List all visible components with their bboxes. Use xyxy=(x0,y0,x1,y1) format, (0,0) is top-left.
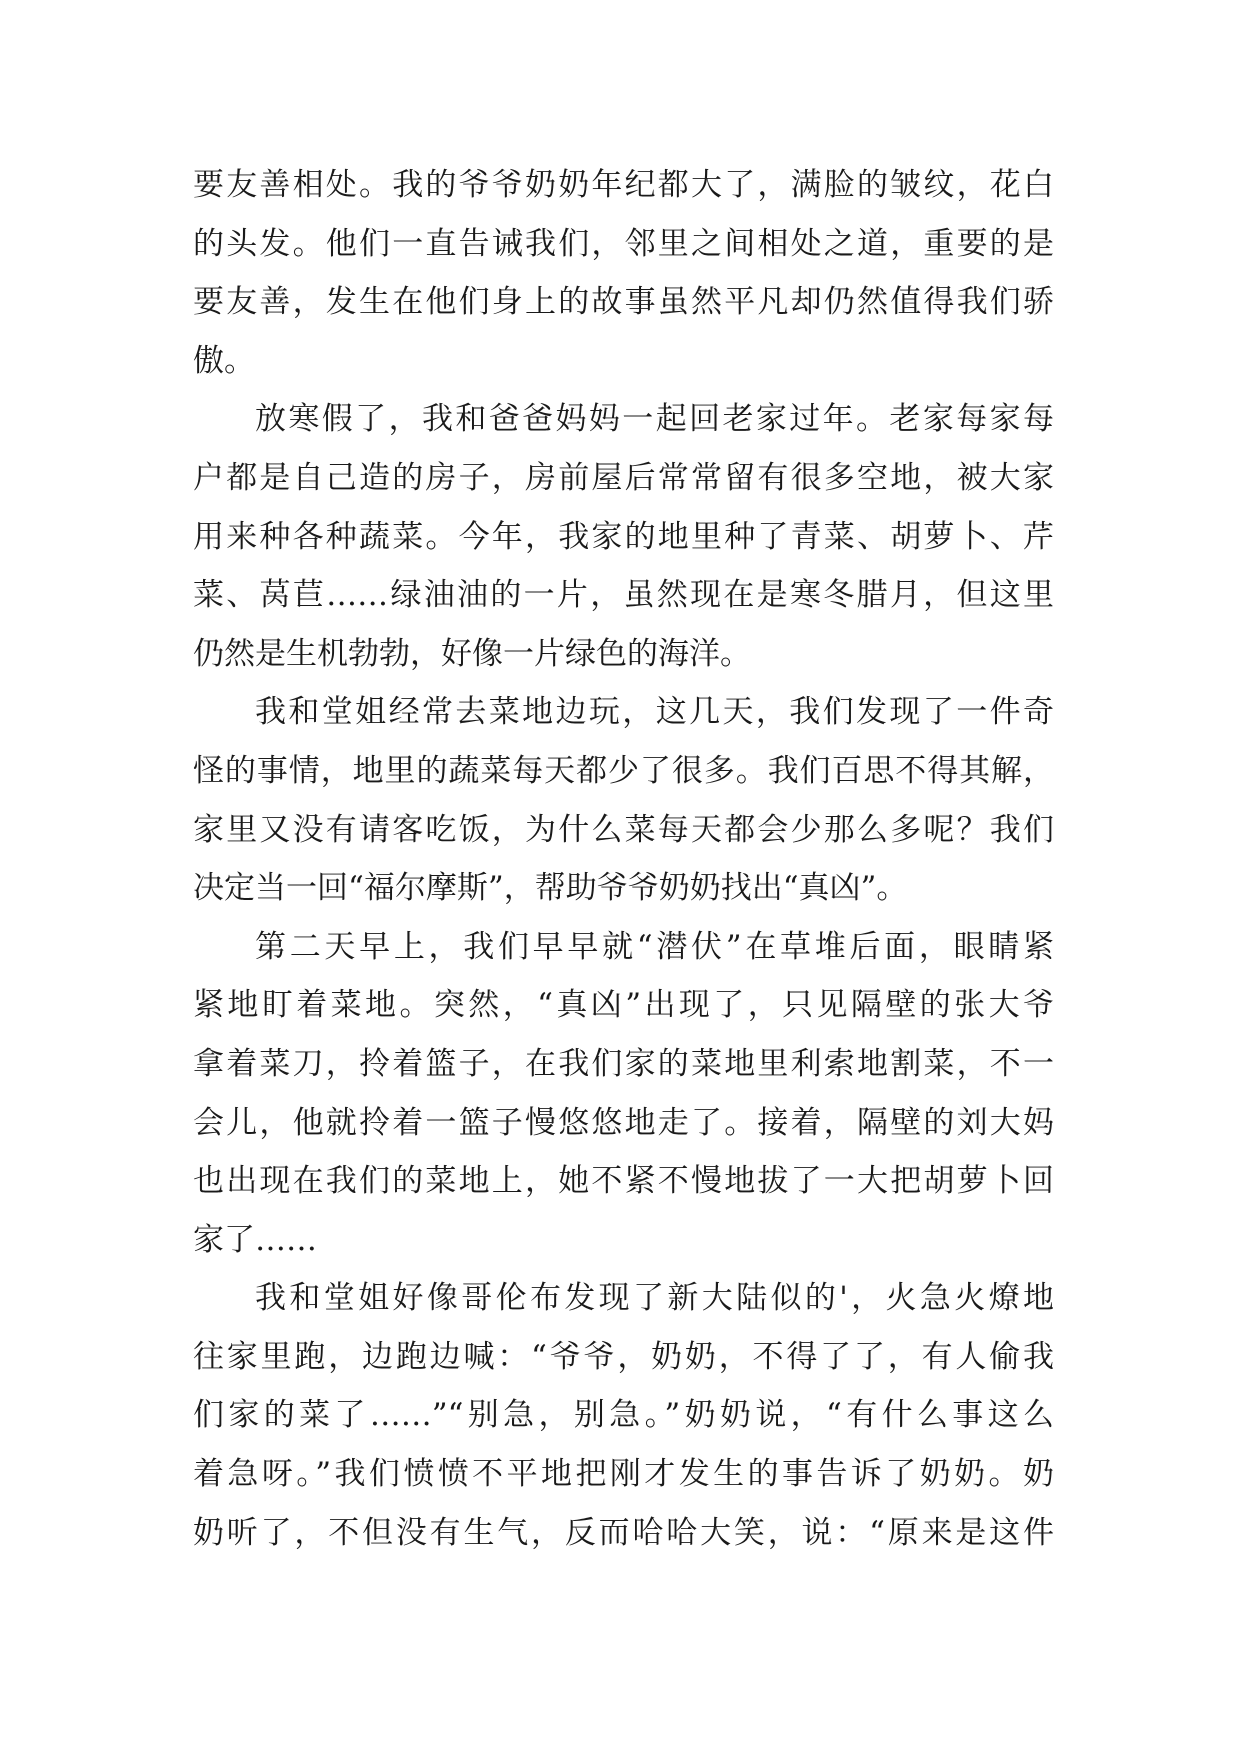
text-line: 往家里跑，边跑边喊：“爷爷，奶奶，不得了了，有人偷我 xyxy=(193,1338,1054,1375)
text-line: 菜、莴苣……绿油油的一片，虽然现在是寒冬腊月，但这里 xyxy=(193,577,1054,614)
text-line: 家里又没有请客吃饭，为什么菜每天都会少那么多呢？我们 xyxy=(193,811,1054,848)
text-line: 用来种各种蔬菜。今年，我家的地里种了青菜、胡萝卜、芹 xyxy=(193,518,1054,555)
text-line: 也出现在我们的菜地上，她不紧不慢地拔了一大把胡萝卜回 xyxy=(193,1163,1054,1200)
text-line: 的头发。他们一直告诫我们，邻里之间相处之道，重要的是 xyxy=(193,225,1054,262)
text-line: 仍然是生机勃勃，好像一片绿色的海洋。 xyxy=(193,635,751,672)
text-line: 我和堂姐好像哥伦布发现了新大陆似的'，火急火燎地 xyxy=(255,1280,1054,1317)
text-line: 紧地盯着菜地。突然，“真凶”出现了，只见隔壁的张大爷 xyxy=(193,987,1054,1024)
text-line: 决定当一回“福尔摩斯”，帮助爷爷奶奶找出“真凶”。 xyxy=(193,870,908,907)
paragraph-5 xyxy=(193,1269,1054,1562)
text-line: 要友善，发生在他们身上的故事虽然平凡却仍然值得我们骄 xyxy=(193,284,1054,321)
paragraph-3 xyxy=(193,683,1054,917)
text-line: 傲。 xyxy=(193,342,255,379)
paragraph-2 xyxy=(193,390,1054,683)
text-line: 着急呀。”我们愤愤不平地把刚才发生的事告诉了奶奶。奶 xyxy=(193,1456,1054,1493)
paragraph-1 xyxy=(193,156,1054,390)
paragraph-4 xyxy=(193,918,1054,1270)
text-line: 们家的菜了……”“别急，别急。”奶奶说，“有什么事这么 xyxy=(193,1397,1054,1434)
body-text xyxy=(193,156,1054,1562)
text-line: 户都是自己造的房子，房前屋后常常留有很多空地，被大家 xyxy=(193,459,1054,496)
text-line: 奶听了，不但没有生气，反而哈哈大笑，说：“原来是这件 xyxy=(193,1514,1054,1551)
text-line: 要友善相处。我的爷爷奶奶年纪都大了，满脸的皱纹，花白 xyxy=(193,167,1054,203)
text-line: 怪的事情，地里的蔬菜每天都少了很多。我们百思不得其解， xyxy=(193,752,1054,789)
text-line: 拿着菜刀，拎着篮子，在我们家的菜地里利索地割菜，不一 xyxy=(193,1045,1054,1082)
text-line: 放寒假了，我和爸爸妈妈一起回老家过年。老家每家每 xyxy=(255,401,1054,438)
text-line: 会儿，他就拎着一篮子慢悠悠地走了。接着，隔壁的刘大妈 xyxy=(193,1104,1054,1141)
text-line: 第二天早上，我们早早就“潜伏”在草堆后面，眼睛紧 xyxy=(255,928,1054,965)
text-line: 我和堂姐经常去菜地边玩，这几天，我们发现了一件奇 xyxy=(255,694,1054,731)
text-line: 家了…… xyxy=(193,1221,317,1258)
